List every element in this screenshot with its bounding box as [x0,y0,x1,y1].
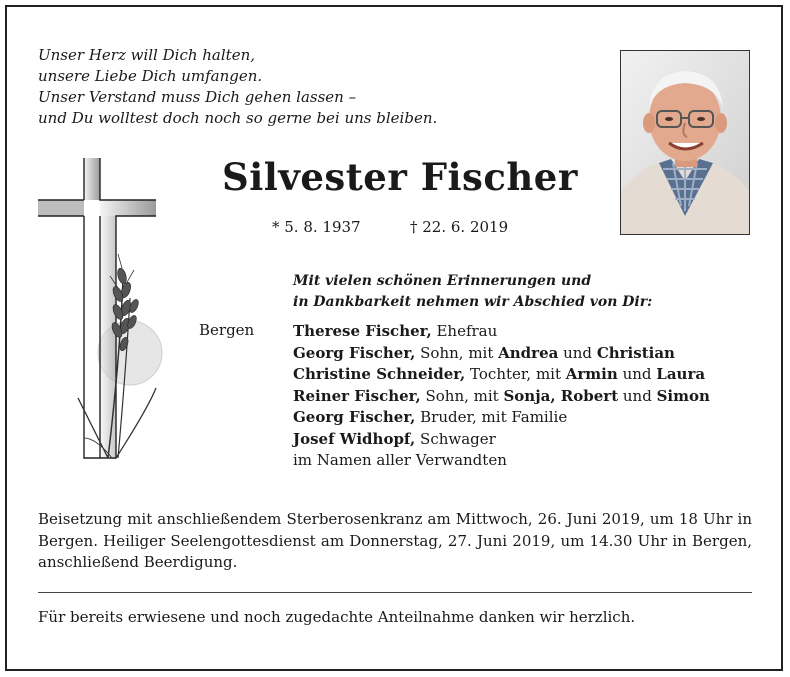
mourner-line [293,343,710,365]
divider [38,592,752,593]
poem-line: und Du wolltest doch noch so gerne bei uns bleiben. [38,109,438,127]
portrait-image [621,51,749,234]
poem-line: unsere Liebe Dich umfangen. [38,67,263,85]
relative-name: Sonja, Robert [503,386,619,405]
farewell-intro [293,271,652,313]
poem [38,45,437,129]
poem-line: Unser Herz will Dich halten, [38,46,256,64]
relative-name: Christian [596,343,675,362]
poem-line: Unser Verstand muss Dich gehen lassen – [38,88,357,106]
mourner-name: Georg Fischer, [293,408,416,426]
mourner-line [293,321,710,343]
thanks-note: Für bereits erwiesene und noch zugedachte Anteilnahme danken wir herzlich. [38,608,636,626]
mourner-line [293,364,710,386]
mourner-relation: Schwager [415,429,496,448]
mourner-relation: im Namen aller Verwandten [293,451,507,469]
mourner-name: Therese Fischer, [293,322,432,340]
mourner-relation: Sohn, mit [420,386,504,405]
mourner-line [293,429,710,451]
relative-name: Armin [565,365,618,383]
intro-line: Mit vielen schönen Erinnerungen und [293,273,592,289]
mourner-name: Josef Widhopf, [293,429,416,448]
mourner-line [293,450,710,472]
conjunction: und [617,365,657,383]
portrait-photo [620,50,750,235]
mourner-relation: Sohn, mit [415,343,499,362]
cross-with-wheat-icon [38,158,163,473]
mourner-name: Christine Schneider, [293,365,466,383]
relative-name: Laura [656,365,706,383]
mourner-line [293,407,710,429]
deceased-name: Silvester Fischer [222,155,578,199]
relative-name: Andrea [498,343,559,362]
mourner-relation: Bruder, mit Familie [415,408,568,426]
conjunction: und [618,386,657,405]
mourners-list [293,321,710,472]
funeral-details: Beisetzung mit anschließendem Sterberosenkranz am Mittwoch, 26. Juni 2019, um 18 Uhr in Bergen. Heiliger Seelengottesdienst am Donnerstag, 27. Juni 2019, um 14.30 Uhr in Bergen, anschließend Beerdigung. [38,510,752,571]
mourner-relation: Tochter, mit [465,365,566,383]
place-label: Bergen [199,321,255,339]
mourner-name: Reiner Fischer, [293,386,421,405]
mourner-name: Georg Fischer, [293,343,416,362]
intro-line: in Dankbarkeit nehmen wir Abschied von Dir: [293,294,653,310]
death-date: † 22. 6. 2019 [410,218,509,236]
mourner-line [293,386,710,408]
mourner-relation: Ehefrau [431,322,498,340]
birth-date: * 5. 8. 1937 [272,218,361,236]
relative-name: Simon [656,386,710,405]
conjunction: und [558,343,597,362]
